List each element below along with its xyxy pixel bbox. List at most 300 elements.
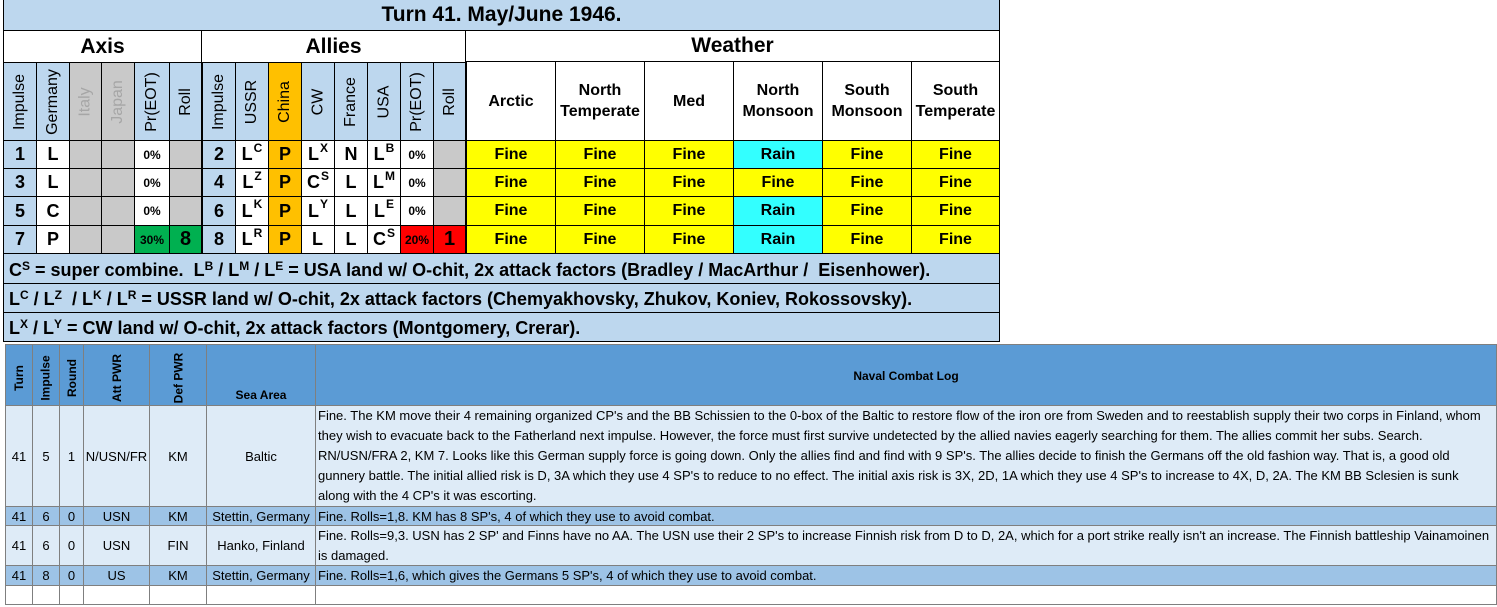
note-text: L [9,289,20,309]
allies-pr-eot-cell [400,197,433,226]
france-cell [334,141,367,169]
weather-cell [911,141,1000,169]
note-text: L [9,318,20,338]
allies-col-header-text: Roll [440,87,458,116]
naval-empty-cell [5,586,32,605]
axis-col-header-text: Roll [176,87,194,116]
note-text: / L [249,260,276,280]
naval-round-value: 0 [67,508,76,524]
axis-col-header-text: Impulse [11,73,28,130]
note-superscript: R [127,288,137,302]
naval-impulse-value: 6 [42,508,50,524]
naval-att-cell [83,526,149,566]
cw-cell [301,169,334,197]
allies-impulse-value: 8 [213,229,224,249]
naval-impulse-value: 6 [42,538,50,553]
naval-turn-cell [5,526,32,566]
weather-cell [644,197,733,226]
allies-col-header [334,62,367,141]
naval-empty-cell [59,586,83,605]
weather-value: Fine [494,145,528,163]
allies-col-header [301,62,334,141]
usa-cell [367,226,400,254]
china-value: P [278,200,291,221]
naval-col-header-text: Naval Combat Log [853,369,959,383]
naval-empty-cell [206,586,315,605]
axis-group-header [3,31,202,62]
allies-pr-eot-value: 20% [404,232,430,247]
axis-pr-eot-cell [134,141,169,169]
weather-cell [555,197,644,226]
allies-pr-eot-cell [400,169,433,197]
naval-round-value: 1 [67,448,76,464]
page-title-text: Turn 41. May/June 1946. [381,3,622,26]
ussr-cell [235,197,268,226]
axis-pr-eot-cell [134,169,169,197]
weather-col-header-text: Arctic [488,92,534,110]
cw-cell-base: L [312,229,323,249]
ussr-cell [235,169,268,197]
weather-col-header-text: South Temperate [915,82,996,120]
note-text: / L [28,289,55,309]
france-value: N [344,144,358,164]
weather-cell [466,226,555,254]
allies-col-header-text: Pr(EOT) [408,71,426,132]
weather-col-header [733,62,822,141]
weather-value: Fine [494,202,528,219]
italy-cell [69,169,101,197]
axis-col-header-text: Germany [44,68,62,135]
naval-col-header [206,344,315,406]
allies-impulse-value: 2 [213,144,224,164]
weather-value: Fine [583,202,617,219]
note-superscript: Y [54,317,63,331]
axis-col-header-text: Italy [76,86,94,117]
cw-cell [301,197,334,226]
weather-cell [822,226,911,254]
naval-log-text: Fine. Rolls=1,8. KM has 8 SP's, 4 of which they use to avoid combat. [318,509,715,524]
naval-log-text: Fine. The KM move their 4 remaining organized CP's and the BB Schissien to the 0-box of the Baltic to restore flow of the iron ore from Sweden and to reestablish supply their two corps in Finland, whom they wish to evacuate back to the Fatherland next impulse. However, the force must first survive undetected by the allied navies eagerly searching for them. The allies commit her subs. Search. RN/USN/FRA 2, KM 7. Looks like this German supply force is going down. Only the allies find and find with 9 SP's. The allies decide to finish the Germans off the old fashion way. That is, a good old gunnery battle. The initial allied risk is D, 3A which they use 4 SP's to reduce to no effect. The initial axis risk is 3X, 2D, 1A which they use 4 SP's to increase to 4X, D, 2A. The KM BB Sclesien is sunk along with the 4 CP's it was escorting. [318,408,1481,503]
axis-col-header-text: Pr(EOT) [143,71,161,132]
axis-impulse-cell [3,141,36,169]
naval-log-cell [315,406,1497,507]
note-text: = USA land w/ O-chit, 2x attack factors (Bradley / MacArthur / Eisenhower). [283,260,931,280]
naval-area-cell [206,406,315,507]
axis-impulse-value: 3 [14,172,25,192]
note-text: C [9,260,22,280]
naval-round-value: 0 [67,568,76,583]
weather-value: Fine [583,230,617,248]
naval-impulse-value: 8 [42,568,50,583]
naval-def-cell [149,406,206,507]
note-text: / L [28,318,55,338]
usa-cell-sup: E [385,197,394,211]
usa-cell [367,169,400,197]
france-value: L [345,229,357,249]
japan-cell [101,197,134,226]
legend-note [3,254,1000,284]
axis-col-header [101,62,134,141]
naval-col-header-text: Def PWR [170,352,185,404]
italy-cell [69,141,101,169]
weather-cell [644,169,733,197]
naval-turn-cell [5,566,32,586]
usa-cell-base: L [373,144,385,164]
axis-pr-eot-value: 0% [143,147,161,162]
germany-value: L [47,144,59,164]
weather-value: Fine [494,230,528,248]
axis-col-header-text: Japan [109,79,126,124]
naval-def-value: KM [168,508,188,524]
weather-value: Rain [760,145,796,163]
naval-col-header [149,344,206,406]
ussr-cell-sup: R [253,225,263,240]
weather-value: Fine [761,173,795,191]
weather-cell [555,169,644,197]
italy-cell [69,226,101,254]
axis-pr-eot-value: 30% [139,232,165,247]
weather-col-header-text: North Monsoon [742,82,814,120]
naval-def-value: FIN [167,538,189,553]
naval-area-cell [206,526,315,566]
ussr-cell [235,226,268,254]
naval-round-cell [59,507,83,526]
weather-col-header-text: Med [673,92,705,110]
weather-value: Fine [494,173,528,191]
allies-col-header [433,62,466,141]
note-text: / L [213,260,240,280]
weather-value: Fine [850,230,884,248]
allies-group-label: Allies [305,34,362,58]
germany-cell [36,226,69,254]
note-superscript: K [93,288,102,302]
axis-impulse-cell [3,197,36,226]
weather-cell [733,169,822,197]
cw-cell-sup: X [319,140,328,155]
france-value: L [345,200,357,221]
axis-roll-cell [169,197,202,226]
weather-value: Fine [850,145,884,163]
legend-note [3,313,1000,342]
naval-turn-cell [5,507,32,526]
note-superscript: S [22,259,31,273]
china-value: P [278,229,291,249]
allies-roll-cell [433,226,466,254]
allies-col-header [268,62,301,141]
china-value: P [278,144,291,164]
allies-pr-eot-cell [400,226,433,254]
weather-cell [822,141,911,169]
weather-cell [733,197,822,226]
ussr-cell-sup: C [253,140,263,155]
allies-roll-cell [433,169,466,197]
weather-col-header-text: South Monsoon [831,82,903,120]
naval-att-value: USN [102,508,131,524]
weather-cell [466,169,555,197]
naval-col-header [315,344,1497,406]
weather-value: Fine [850,202,884,219]
usa-cell-base: C [372,229,386,249]
china-cell [268,197,301,226]
allies-col-header [367,62,400,141]
japan-cell [101,226,134,254]
weather-cell [644,226,733,254]
allies-col-header [202,62,235,141]
usa-cell [367,141,400,169]
naval-round-cell [59,566,83,586]
allies-impulse-cell [202,141,235,169]
page-title [3,0,1000,31]
germany-cell [36,197,69,226]
axis-roll-value: 8 [179,228,192,250]
naval-col-header [5,344,32,406]
note-superscript: C [20,288,29,302]
china-cell [268,141,301,169]
naval-col-header-text: Impulse [39,355,54,401]
allies-roll-value: 1 [443,228,456,250]
naval-col-header-text: Sea Area [235,388,287,402]
ussr-cell-base: L [241,229,253,249]
note-superscript: Z [54,288,63,302]
naval-log-text: Fine. Rolls=1,6, which gives the Germans 5 SP's, 4 of which they use to avoid combat. [318,568,817,583]
germany-cell [36,169,69,197]
axis-impulse-value: 7 [14,229,25,249]
allies-pr-eot-cell [400,141,433,169]
weather-cell [555,141,644,169]
naval-col-header [32,344,59,406]
naval-impulse-cell [32,406,59,507]
ussr-cell [235,141,268,169]
axis-col-header [169,62,202,141]
axis-group-label: Axis [80,34,125,58]
note-text: / L [101,289,128,309]
naval-att-cell [83,507,149,526]
weather-cell [822,197,911,226]
naval-att-cell [83,566,149,586]
naval-def-cell [149,507,206,526]
allies-col-header-text: USA [375,85,392,118]
china-value: P [278,172,291,192]
naval-col-header-text: Att PWR [109,354,124,402]
naval-area-value: Baltic [245,448,277,464]
weather-value: Fine [939,202,972,219]
axis-pr-eot-cell [134,197,169,226]
weather-cell [466,141,555,169]
naval-turn-cell [5,406,32,507]
axis-col-header [69,62,101,141]
italy-cell [69,197,101,226]
weather-cell [733,226,822,254]
naval-log-cell [315,526,1497,566]
weather-value: Fine [850,173,884,191]
allies-pr-eot-value: 0% [408,204,426,218]
note-superscript: M [239,259,250,273]
weather-value: Fine [672,230,706,248]
axis-impulse-value: 1 [14,144,25,164]
allies-col-header-text: USSR [243,79,261,124]
naval-round-cell [59,406,83,507]
naval-col-header-text: Turn [12,365,26,391]
weather-value: Fine [672,202,706,219]
allies-impulse-cell [202,197,235,226]
france-cell [334,197,367,226]
weather-group-label: Weather [691,34,774,57]
naval-empty-cell [32,586,59,605]
naval-col-header [83,344,149,406]
allies-col-header-text: China [276,80,293,123]
naval-def-value: KM [168,568,188,583]
note-text: = CW land w/ O-chit, 2x attack factors (Montgomery, Crerar). [62,318,581,338]
allies-col-header-text: CW [309,88,326,115]
japan-cell [101,169,134,197]
weather-cell [733,141,822,169]
usa-cell-sup: M [385,168,395,183]
weather-value: Fine [672,173,706,191]
axis-col-header [134,62,169,141]
naval-area-cell [206,507,315,526]
usa-cell [367,197,400,226]
note-superscript: X [20,317,29,331]
usa-cell-sup: B [385,140,395,155]
axis-impulse-cell [3,169,36,197]
weather-col-header [822,62,911,141]
axis-col-header [36,62,69,141]
ussr-cell-sup: Z [254,168,262,183]
naval-att-value: US [107,568,126,583]
weather-col-header [555,62,644,141]
naval-col-header-text: Round [64,359,79,397]
weather-cell [911,226,1000,254]
weather-col-header [644,62,733,141]
note-superscript: B [204,259,214,273]
allies-roll-cell [433,141,466,169]
cw-cell-sup: Y [319,197,328,211]
weather-col-header [466,62,555,141]
ussr-cell-base: L [242,172,254,192]
naval-impulse-value: 5 [42,448,50,464]
france-cell [334,169,367,197]
axis-col-header [3,62,36,141]
allies-impulse-value: 6 [213,200,224,221]
weather-value: Fine [583,145,617,163]
cw-cell-base: L [307,200,319,221]
weather-cell [911,197,1000,226]
naval-impulse-cell [32,566,59,586]
weather-value: Rain [760,230,796,248]
naval-round-cell [59,526,83,566]
note-superscript: E [275,259,284,273]
axis-roll-cell [169,169,202,197]
france-value: L [345,172,357,192]
germany-cell [36,141,69,169]
weather-cell [466,197,555,226]
allies-impulse-cell [202,226,235,254]
france-cell [334,226,367,254]
japan-cell [101,141,134,169]
cw-cell-base: L [307,144,319,164]
weather-cell [644,141,733,169]
cw-cell [301,141,334,169]
allies-pr-eot-value: 0% [408,147,426,162]
weather-value: Fine [939,230,972,248]
axis-pr-eot-cell [134,226,169,254]
naval-def-value: KM [168,448,188,464]
naval-log-cell [315,566,1497,586]
axis-roll-cell [169,141,202,169]
allies-impulse-value: 4 [213,172,224,192]
naval-log-text: Fine. Rolls=9,3. USN has 2 SP' and Finns have no AA. The USN use their 2 SP's to increase Finnish risk from D to D, 2A, which for a port strike really isn't an increase. The Finnish battleship Vainamoinen is damaged. [318,528,1490,563]
naval-def-cell [149,526,206,566]
naval-area-value: Hanko, Finland [217,538,305,553]
legend-note [3,284,1000,313]
naval-empty-cell [315,586,1497,605]
note-text: = super combine. L [30,260,205,280]
allies-group-header [202,31,466,62]
naval-area-value: Stettin, Germany [212,568,310,583]
naval-att-cell [83,406,149,507]
cw-cell-base: C [306,172,320,192]
axis-roll-cell [169,226,202,254]
usa-cell-base: L [373,200,385,221]
ussr-cell-base: L [241,144,253,164]
axis-impulse-cell [3,226,36,254]
germany-value: P [46,229,59,249]
naval-empty-cell [149,586,206,605]
naval-col-header [59,344,83,406]
axis-pr-eot-value: 0% [143,204,161,218]
naval-att-value: N/USN/FR [85,448,148,464]
allies-col-header-text: France [342,76,360,127]
weather-group-header [466,31,1000,62]
ussr-cell-base: L [241,200,253,221]
weather-value: Fine [939,173,972,191]
naval-def-cell [149,566,206,586]
naval-empty-cell [83,586,149,605]
weather-cell [822,169,911,197]
axis-pr-eot-value: 0% [143,175,161,190]
naval-att-value: USN [102,538,131,553]
naval-area-value: Stettin, Germany [212,508,310,524]
china-cell [268,226,301,254]
naval-turn-value: 41 [11,538,27,553]
note-text: = USSR land w/ O-chit, 2x attack factors (Chemyakhovsky, Zhukov, Koniev, Rokossovsky). [136,289,913,309]
germany-value: C [46,200,60,221]
naval-round-value: 0 [67,538,76,553]
allies-col-header [235,62,268,141]
allies-pr-eot-value: 0% [408,175,426,190]
weather-col-header [911,62,1000,141]
allies-col-header-text: Impulse [210,73,227,130]
weather-cell [911,169,1000,197]
allies-impulse-cell [202,169,235,197]
weather-value: Fine [939,145,972,163]
weather-value: Fine [583,173,617,191]
cw-cell-sup: S [320,168,329,183]
naval-impulse-cell [32,526,59,566]
naval-turn-value: 41 [11,508,27,524]
naval-log-cell [315,507,1497,526]
usa-cell-sup: S [386,225,395,240]
note-text: / L [62,289,94,309]
usa-cell-base: L [373,172,384,192]
weather-value: Rain [760,202,796,219]
allies-roll-cell [433,197,466,226]
china-cell [268,169,301,197]
cw-cell [301,226,334,254]
ussr-cell-sup: K [253,197,263,211]
axis-impulse-value: 5 [14,200,25,221]
naval-turn-value: 41 [11,568,27,583]
